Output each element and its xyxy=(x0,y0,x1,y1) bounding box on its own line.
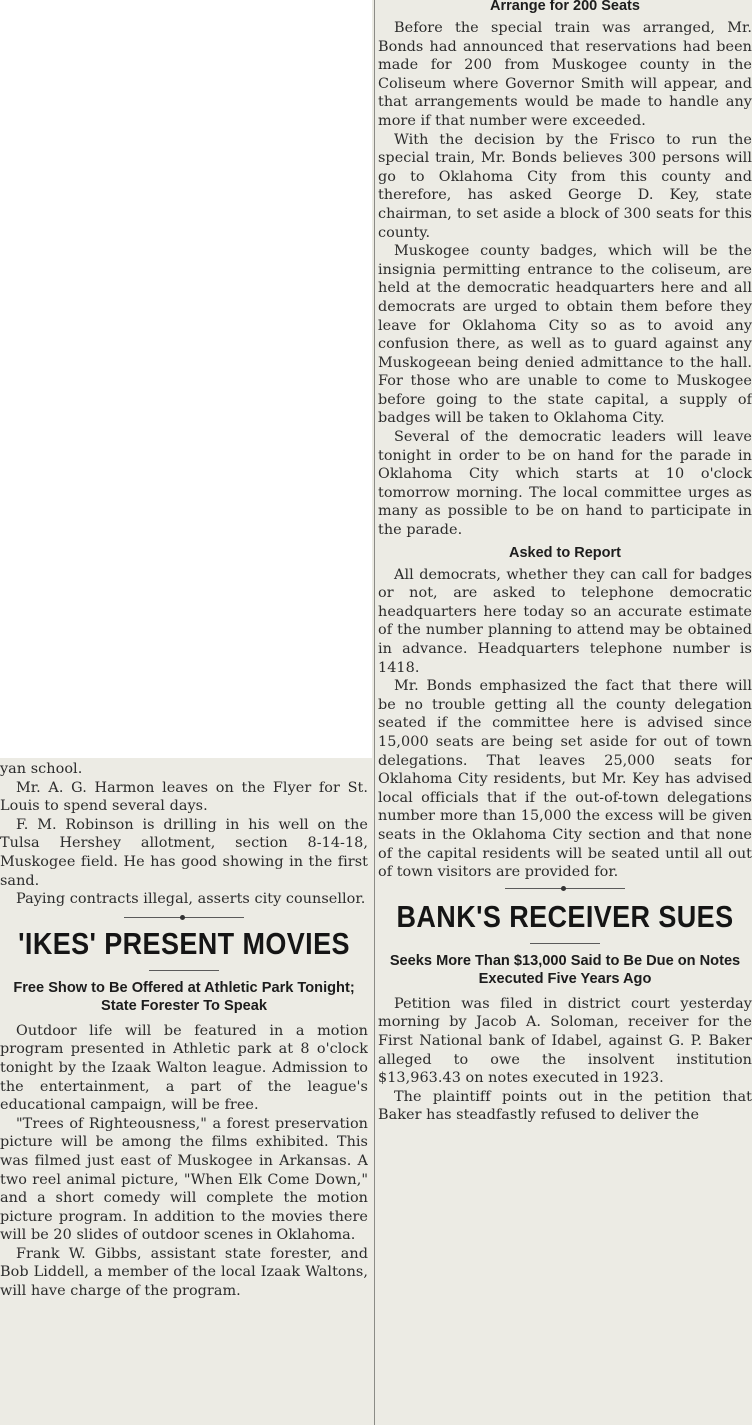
bank-paragraph-2: The plaintiff points out in the petition that Baker has steadfastly refused to deliver the xyxy=(378,1088,752,1124)
article-paragraph-2: "Trees of Righteousness," a forest preservation picture will be among the films exhibited. This was filmed just east of Muskogee in Arkansas. A two reel animal picture, "When Elk Come Down," and a short comedy will complete the motion picture program. In addition to the movies there will be 20 slides of outdoor scenes in Oklahoma. xyxy=(0,1115,368,1244)
article-paragraph-1: Outdoor life will be featured in a motion program presented in Athletic park at 8 o'clock tonight by the Izaak Walton league. Admission to the entertainment, a part of the league's educational campaign, will be free. xyxy=(0,1022,368,1114)
headline-bank-receiver: BANK'S RECEIVER SUES xyxy=(396,899,734,934)
left-column xyxy=(0,758,368,1425)
column-rule xyxy=(374,0,375,1425)
headline-ikes-movies: 'IKES' PRESENT MOVIES xyxy=(18,926,350,961)
brief-3: Paying contracts illegal, asserts city counsellor. xyxy=(16,891,366,908)
article-paragraph-3: Frank W. Gibbs, assistant state forester, and Bob Liddell, a member of the local Izaak Waltons, will have charge of the program. xyxy=(0,1245,368,1300)
deck-bank-receiver: Seeks More Than $13,000 Said to Be Due on Notes Executed Five Years Ago xyxy=(389,952,741,988)
bank-paragraph-1: Petition was filed in district court yesterday morning by Jacob A. Soloman, receiver for the First National bank of Idabel, against G. P. Baker alleged to owe the insolvent institution $13,963.43 on notes executed in 1923. xyxy=(378,995,752,1087)
divider-rule-2 xyxy=(505,888,625,889)
seats-paragraph-4: Several of the democratic leaders will leave tonight in order to be on hand for the parade in Oklahoma City which starts at 10 o'clock tomorrow morning. The local committee urges as many as possible to be on hand to participate in the parade. xyxy=(378,429,752,539)
seats-paragraph-3: Muskogee county badges, which will be the insignia permitting entrance to the coliseum, are held at the democratic headquarters here and all democrats are urged to obtain them before they leave for Oklahoma City so as to avoid any confusion there, as well as to guard against any Muskogeean being denied admittance to the hall. For those who are unable to come to Muskogee before going to the state capital, a supply of badges will be taken to Oklahoma City. xyxy=(378,243,752,427)
subhead-arrange-seats: Arrange for 200 Seats xyxy=(490,0,640,14)
divider-rule xyxy=(124,917,244,918)
blank-page-area xyxy=(0,0,372,758)
seats-paragraph-2: With the decision by the Frisco to run the special train, Mr. Bonds believes 300 persons will go to Oklahoma City from this county and therefore, has asked George D. Key, state chairman, to set aside a block of 300 seats for this county. xyxy=(378,131,752,241)
right-column xyxy=(378,0,752,1425)
brief-1: Mr. A. G. Harmon leaves on the Flyer for St. Louis to spend several days. xyxy=(0,779,368,815)
deck-ikes-movies: Free Show to Be Offered at Athletic Park Tonight; State Forester To Speak xyxy=(13,979,355,1015)
brief-2: F. M. Robinson is drilling in his well on the Tulsa Hershey allotment, section 8-14-18, Muskogee field. He has good showing in the first sand. xyxy=(0,816,368,889)
report-paragraph-1: All democrats, whether they can call for badges or not, are asked to telephone democratic headquarters here today so an accurate estimate of the number planning to attend may be obtained in advance. Headquarters telephone number is 1418. xyxy=(378,566,752,676)
continued-fragment: yan school. xyxy=(0,761,83,777)
subhead-asked-report: Asked to Report xyxy=(509,544,621,561)
report-paragraph-2: Mr. Bonds emphasized the fact that there will be no trouble getting all the county delegation seated if the committee here is advised since 15,000 seats are being set aside for out of town delegations. That leaves 25,000 seats for Oklahoma City residents, but Mr. Key has advised local officials that if the out-of-town delegations number more than 15,000 the excess will be given seats in the Oklahoma City section and that none of the capital residents will be seated until all out of town visitors are provided for. xyxy=(378,678,752,881)
seats-paragraph-1: Before the special train was arranged, Mr. Bonds had announced that reservations had been made for 200 from Muskogee county in the Coliseum where Governor Smith will appear, and that arrangements would be made to handle any more if that number were exceeded. xyxy=(378,20,752,129)
